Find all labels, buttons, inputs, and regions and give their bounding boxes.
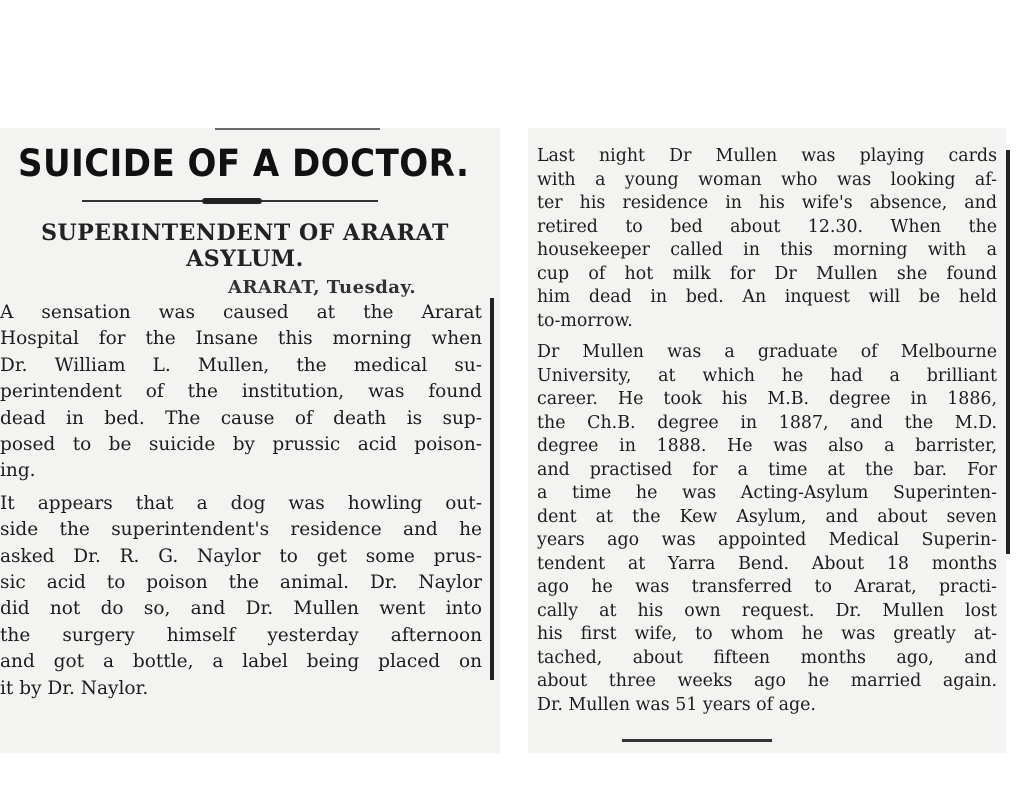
text-line: ing.	[0, 460, 36, 482]
column-rule-right	[1006, 150, 1010, 554]
end-rule	[622, 739, 772, 742]
headline: SUICIDE OF A DOCTOR.	[18, 142, 470, 185]
article-right-column	[537, 145, 997, 717]
text-line: career. He took his M.B. degree in 1886,	[537, 389, 997, 409]
text-line: and practised for a time at the bar. For	[537, 459, 997, 480]
subheading	[10, 220, 480, 272]
subheading-line-2: ASYLUM.	[186, 246, 304, 272]
text-line: Last night Dr Mullen was playing cards	[537, 146, 997, 166]
article-left-column	[0, 300, 482, 702]
text-line: asked Dr. R. G. Naylor to get some prus-	[0, 545, 482, 567]
text-line: did not do so, and Dr. Mullen went into	[0, 598, 482, 620]
text-line: retired to bed about 12.30. When the	[537, 216, 997, 237]
subheading-line-1: SUPERINTENDENT OF ARARAT	[41, 220, 449, 246]
text-line: about three weeks ago he married again.	[537, 671, 997, 691]
text-line: years ago was appointed Medical Superin-	[537, 530, 997, 550]
text-line: side the superintendent's residence and he	[0, 519, 482, 541]
paragraph-2	[0, 491, 482, 702]
text-line: tached, about fifteen months ago, and	[537, 647, 997, 668]
text-line: with a young woman who was looking af-	[537, 169, 997, 190]
text-line: degree in 1888. He was also a barrister,	[537, 436, 997, 456]
text-line: dead in bed. The cause of death is sup-	[0, 407, 482, 429]
text-line: him dead in bed. An inquest will be held	[537, 287, 997, 307]
text-line: sic acid to poison the animal. Dr. Naylor	[0, 572, 482, 594]
text-line: his first wife, to whom he was greatly at-	[537, 624, 997, 644]
text-line: tendent at Yarra Bend. About 18 months	[537, 553, 997, 574]
dateline: ARARAT, Tuesday.	[228, 277, 417, 298]
text-line: Dr. Mullen was 51 years of age.	[537, 694, 816, 715]
text-line: Hospital for the Insane this morning when	[0, 328, 482, 350]
text-line: ter his residence in his wife's absence, and	[537, 193, 997, 213]
text-line: cup of hot milk for Dr Mullen she found	[537, 263, 997, 284]
paragraph-1	[0, 300, 482, 485]
paragraph-4	[537, 341, 997, 717]
text-line: Dr. William L. Mullen, the medical su-	[0, 354, 482, 376]
text-line: It appears that a dog was howling out-	[0, 492, 482, 514]
text-line: the Ch.B. degree in 1887, and the M.D.	[537, 412, 997, 433]
text-line: a time he was Acting-Asylum Superinten-	[537, 483, 997, 503]
text-line: perintendent of the institution, was found	[0, 381, 482, 403]
text-line: cally at his own request. Dr. Mullen lost	[537, 600, 997, 621]
text-line: and got a bottle, a label being placed on	[0, 651, 482, 673]
text-line: A sensation was caused at the Ararat	[0, 302, 482, 323]
text-line: dent at the Kew Asylum, and about seven	[537, 506, 997, 527]
text-line: Dr Mullen was a graduate of Melbourne	[537, 342, 997, 362]
top-rule	[215, 128, 380, 130]
text-line: housekeeper called in this morning with a	[537, 240, 997, 260]
text-line: it by Dr. Naylor.	[0, 677, 149, 699]
text-line: posed to be suicide by prussic acid poison-	[0, 434, 482, 456]
column-rule-left	[490, 298, 494, 680]
text-line: the surgery himself yesterday afternoon	[0, 624, 482, 646]
text-line: to-morrow.	[537, 310, 633, 331]
paragraph-3	[537, 145, 997, 333]
headline-rule	[82, 200, 378, 202]
text-line: ago he was transferred to Ararat, practi-	[537, 577, 997, 597]
text-line: University, at which he had a brilliant	[537, 365, 997, 386]
